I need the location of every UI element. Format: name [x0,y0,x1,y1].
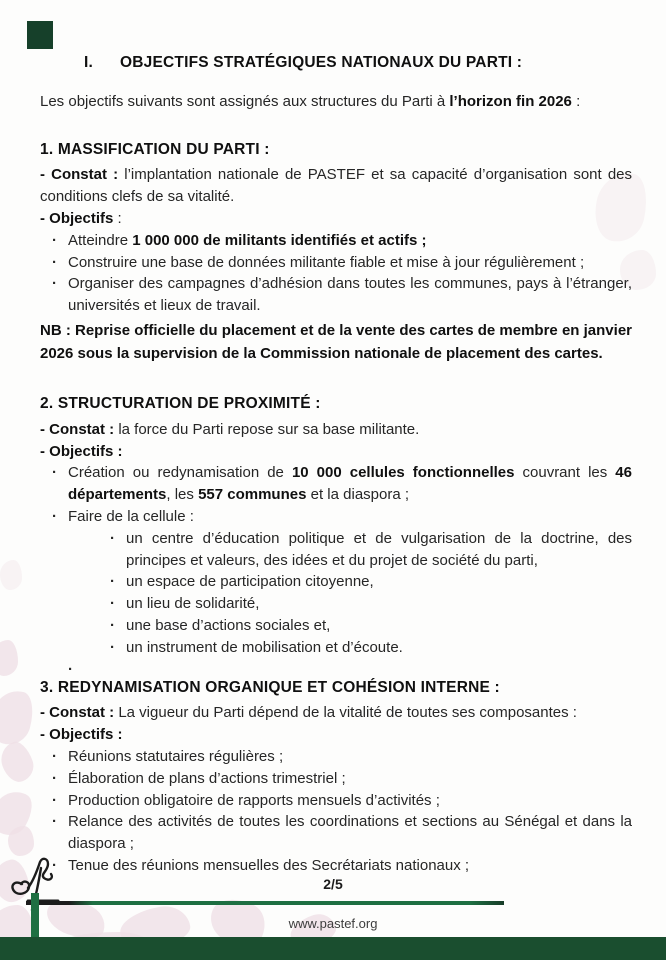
bullet-item [52,811,632,855]
text-run: Réunions statutaires régulières ; [68,747,284,765]
text-run: un centre d’éducation politique et de vulgarisation de la doctrine, des principes et valeurs, des idées et du projet de société du parti, [126,529,632,569]
bullet-dot-icon: · [52,791,57,809]
text-run: , les [166,486,199,504]
text-run: la force du Parti repose sur sa base militante. [118,420,420,438]
text-run: et la diaspora ; [306,486,410,504]
paragraph [40,724,632,746]
bullet-dot-icon: · [52,769,57,787]
text-run: Organiser des campagnes d’adhésion dans toutes les communes, pays à l’étranger, universités et lieux de travail. [68,275,632,315]
text-run: l’implantation nationale de PASTEF et sa capacité d’organisation sont des conditions clefs de sa vitalité. [40,166,633,206]
bullet-dot-icon: · [110,595,115,613]
watermark-blob [0,640,18,676]
text-run: - Constat : [40,704,119,722]
paragraph [40,164,632,208]
bullet-item [52,746,632,768]
section-heading [40,393,632,415]
watermark-blob [0,560,22,590]
text-run: Tenue des réunions mensuelles des Secrétariats nationaux ; [68,856,470,874]
text-run: - Objectifs [40,209,114,227]
text-run: Élaboration de plans d’actions trimestriel ; [68,769,346,787]
text-run: - Objectifs : [40,726,123,744]
text-run: 10 000 cellules fonctionnelles [291,464,515,482]
main-heading [40,52,632,74]
bullet-dot-icon: · [52,507,57,525]
website-url[interactable]: www.pastef.org [288,916,378,931]
bullet-dot-icon: · [110,638,115,656]
document-content [40,52,632,877]
sub-bullet-item [110,615,632,637]
section-heading [40,139,632,161]
text-run: 2. STRUCTURATION DE PROXIMITÉ : [40,394,321,412]
text-run: 46 départements [68,464,632,504]
text-run: 557 communes [198,486,307,504]
text-run: - Constat : [40,420,119,438]
bullet-item [52,506,632,528]
text-run: un espace de participation citoyenne, [126,573,374,591]
bullet-item [52,462,632,506]
bullet-dot-icon: · [52,747,57,765]
text-run: Faire de la cellule : [68,507,194,525]
watermark-blob [0,686,38,749]
bullet-dot-icon: · [52,856,57,874]
text-run: une base d’actions sociales et, [126,616,331,634]
section-heading [40,677,632,699]
text-run: Atteindre [68,231,133,249]
text-run: Création ou redynamisation de [68,464,292,482]
heading-title: OBJECTIFS STRATÉGIQUES NATIONAUX DU PARTI : [120,54,523,71]
watermark-blob [8,826,34,856]
sub-bullet-item [110,593,632,615]
bullet-item [52,768,632,790]
text-run: La vigueur du Parti dépend de la vitalité de toutes ses composantes : [118,704,577,722]
text-run: un instrument de mobilisation et d’écoute. [126,638,403,656]
text-run: un lieu de solidarité, [126,595,260,613]
heading-numeral: I. [84,54,94,71]
paragraph [40,208,632,230]
spacer [40,365,632,391]
text-run: NB : Reprise officielle du placement et de la vente des cartes de membre en janvier 2026 sous la supervision de la Commission nationale de placement des cartes. [40,321,632,362]
text-run: 1 000 000 de militants identifiés et actifs ; [132,231,427,249]
sub-bullet-item [110,571,632,593]
text-run: l’horizon fin 2026 [449,92,572,110]
intro-paragraph [40,91,632,113]
footer-rule [26,901,504,905]
page-number: 2/5 [323,876,343,892]
bullet-dot-icon: · [110,573,115,591]
bullet-item [52,790,632,812]
corner-mark [27,21,53,49]
nb-note [40,319,632,365]
paragraph [40,419,632,441]
paragraph [40,702,632,724]
sub-bullet-item [110,637,632,659]
text-run: - Objectifs : [40,442,123,460]
bullet-dot-icon: · [52,231,57,249]
watermark-blob [0,738,38,786]
bullet-item [52,273,632,317]
text-run: : [113,209,122,227]
text-run: couvrant les [514,464,616,482]
text-run: 3. REDYNAMISATION ORGANIQUE ET COHÉSION INTERNE : [40,678,500,696]
bullet-dot-icon: · [110,616,115,634]
stray-bullet [68,659,632,678]
bullet-item [52,252,632,274]
text-run: Relance des activités de toutes les coordinations et sections au Sénégal et dans la diaspora ; [68,813,632,853]
bullet-dot-icon: · [68,660,73,678]
bullet-dot-icon: · [110,529,115,547]
text-run: 1. MASSIFICATION DU PARTI : [40,140,270,158]
text-run: - Constat : [40,166,125,184]
bullet-item [52,855,632,877]
text-run: Les objectifs suivants sont assignés aux structures du Parti à [40,92,450,110]
bottom-green-bar [0,937,666,960]
document-body [40,139,632,877]
sub-bullet-item [110,528,632,572]
bullet-dot-icon: · [52,275,57,293]
bullet-item [52,230,632,252]
text-run: : [571,92,581,110]
bullet-dot-icon: · [52,253,57,271]
bullet-dot-icon: · [52,464,57,482]
paragraph [40,441,632,463]
bullet-dot-icon: · [52,813,57,831]
text-run: Construire une base de données militante fiable et mise à jour régulièrement ; [68,253,585,271]
text-run: Production obligatoire de rapports mensuels d’activités ; [68,791,440,809]
